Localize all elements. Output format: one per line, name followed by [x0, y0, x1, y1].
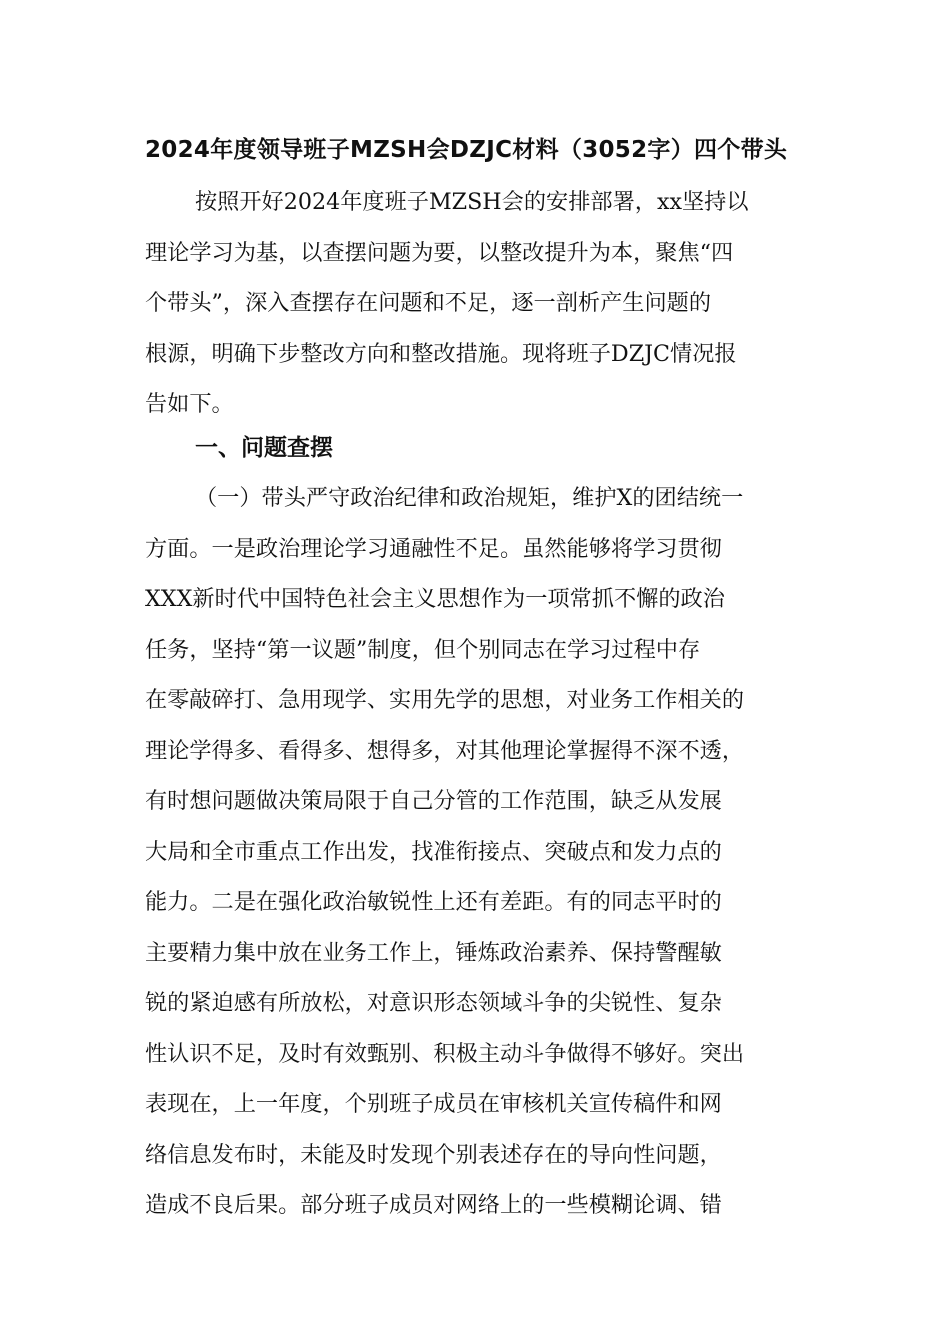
paragraph-line: 锐的紧迫感有所放松，对意识形态领域斗争的尖锐性、复杂	[145, 990, 722, 1016]
paragraph-line: 任务，坚持“第一议题”制度，但个别同志在学习过程中存	[145, 636, 701, 663]
paragraph-line: 个带头”，深入查摆存在问题和不足，逐一剖析产生问题的	[145, 290, 712, 316]
paragraph-line: 大局和全市重点工作出发，找准衔接点、突破点和发力点的	[145, 838, 722, 865]
paragraph-line: 能力。二是在强化政治敏锐性上还有差距。有的同志平时的	[145, 889, 722, 915]
paragraph-line: 方面。一是政治理论学习通融性不足。虽然能够将学习贯彻	[145, 535, 722, 562]
intro-paragraph	[145, 177, 807, 430]
paragraph-line: 有时想问题做决策局限于自己分管的工作范围，缺乏从发展	[145, 788, 722, 814]
document-title: 2024年度领导班子MZSH会DZJC材料（3052字）四个带头	[145, 137, 788, 163]
paragraph-line: 在零敲碎打、急用现学、实用先学的思想，对业务工作相关的	[145, 687, 745, 713]
section-paragraph	[145, 473, 807, 1231]
paragraph-line: 按照开好2024年度班子MZSH会的安排部署，xx坚持以	[195, 189, 749, 215]
paragraph-line: 理论学习为基，以查摆问题为要，以整改提升为本，聚焦“四	[145, 239, 734, 266]
paragraph-line: 表现在，上一年度，个别班子成员在审核机关宣传稿件和网	[145, 1091, 722, 1117]
paragraph-line: 告如下。	[145, 391, 234, 417]
paragraph-line: XXX新时代中国特色社会主义思想作为一项常抓不懈的政治	[145, 586, 725, 612]
paragraph-line: 性认识不足，及时有效甄别、积极主动斗争做得不够好。突出	[145, 1040, 745, 1067]
paragraph-line: 造成不良后果。部分班子成员对网络上的一些模糊论调、错	[145, 1192, 722, 1218]
paragraph-line: 络信息发布时，未能及时发现个别表述存在的导向性问题，	[145, 1141, 722, 1168]
paragraph-line: 理论学得多、看得多、想得多，对其他理论掌握得不深不透，	[145, 737, 745, 764]
paragraph-line: 主要精力集中放在业务工作上，锤炼政治素养、保持警醒敏	[145, 939, 722, 966]
section-heading: 一、问题查摆	[195, 435, 333, 461]
paragraph-line: 根源，明确下步整改方向和整改措施。现将班子DZJC情况报	[145, 340, 737, 367]
paragraph-line: （一）带头严守政治纪律和政治规矩，维护X的团结统一	[195, 485, 744, 511]
